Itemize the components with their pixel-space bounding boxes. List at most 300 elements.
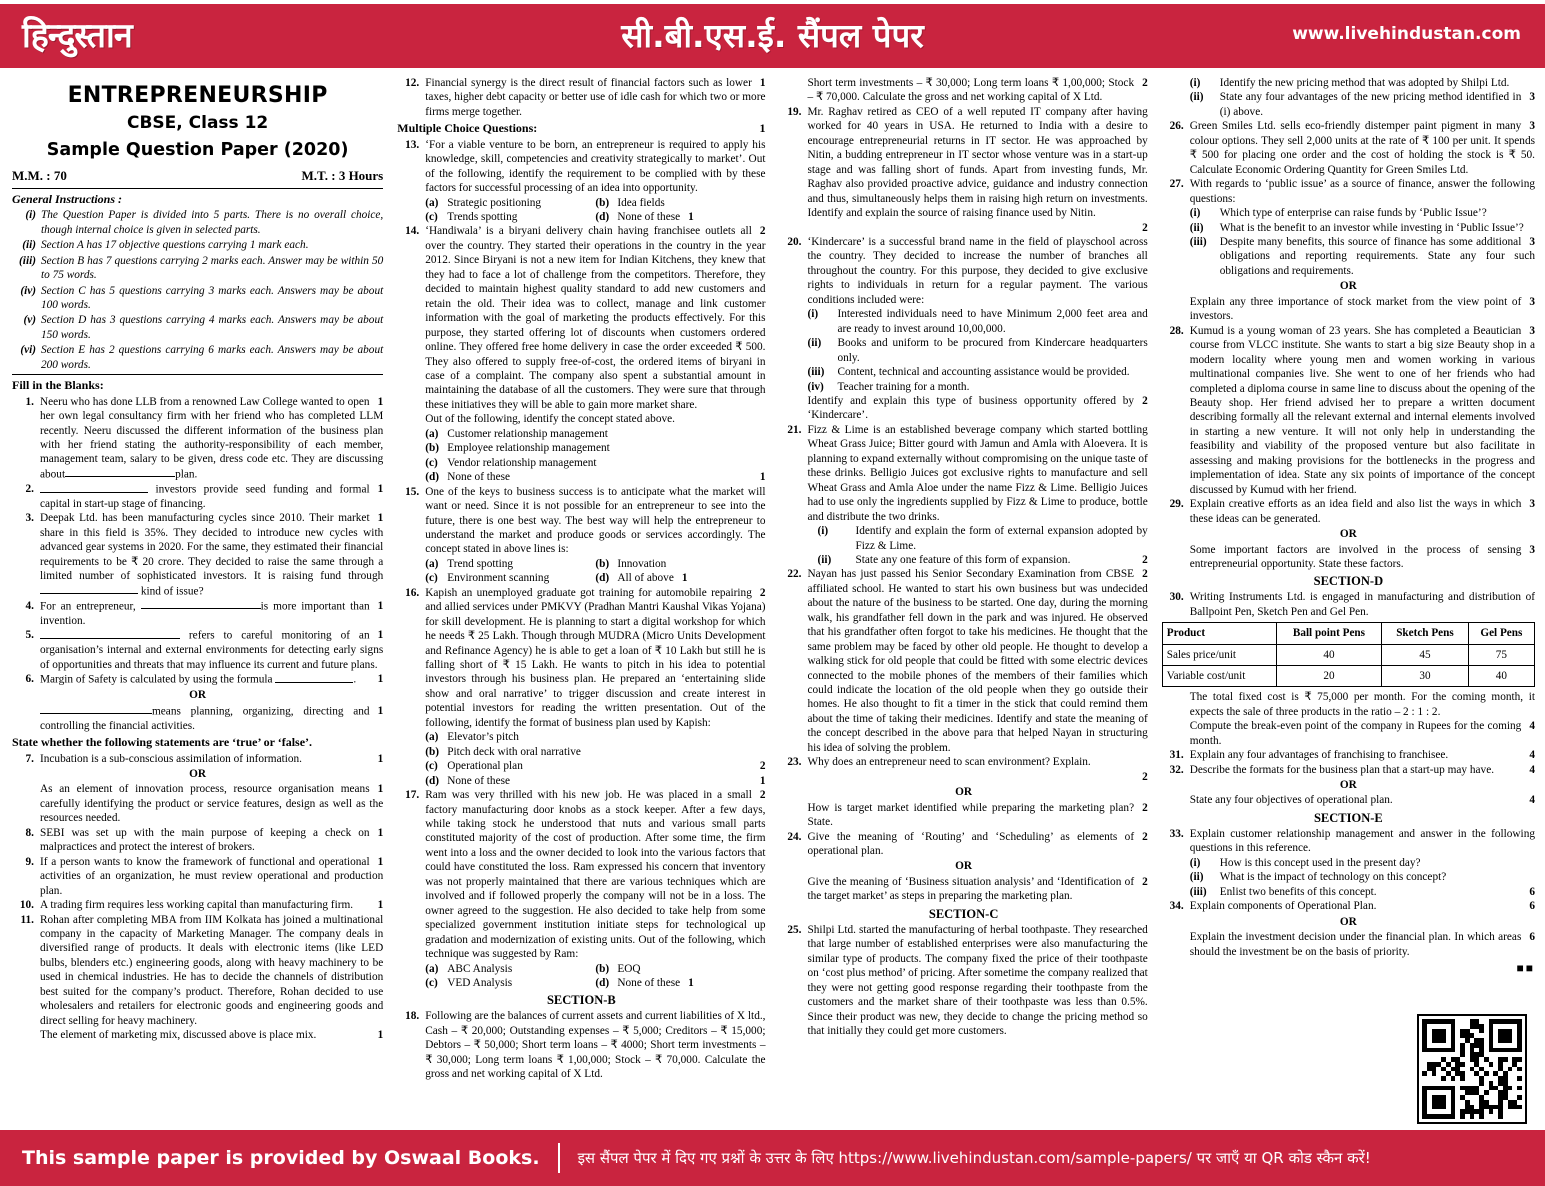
option[interactable]	[425, 456, 765, 470]
question-body	[1190, 177, 1535, 206]
answer-blank[interactable]	[275, 672, 353, 683]
question-32-or	[1162, 793, 1535, 807]
option-label: (c)	[425, 456, 438, 469]
sub-question	[808, 380, 1148, 394]
question-20-sublist	[780, 307, 1148, 394]
question-marks: 3	[1529, 543, 1535, 556]
question-7	[12, 752, 383, 766]
question-number	[780, 524, 808, 567]
table-cell-label: Variable cost/unit	[1162, 665, 1276, 686]
question-8	[12, 826, 383, 855]
question-marks: 6	[1529, 885, 1535, 898]
question-body	[1190, 543, 1535, 572]
option-label: (a)	[425, 427, 439, 440]
question-body	[1190, 930, 1535, 959]
sub-question-text: Identify the new pricing method that was adopted by Shilpi Ltd.	[1219, 77, 1510, 89]
table-header-sketch: Sketch Pens	[1382, 623, 1468, 644]
question-marks: 1	[377, 599, 384, 612]
question-number: 18.	[405, 1010, 420, 1023]
question-text: Explain the investment decision under the financial plan. In which areas should the investment be on the basis of priority.	[1189, 931, 1522, 958]
question-27-sublist	[1162, 206, 1535, 278]
footer-note: इस सैंपल पेपर में दिए गए प्रश्नों के उत्तर के लिए https://www.livehindustan.com/sample-papers/ पर जाएँ या QR कोड स्कैन करें!	[577, 1149, 1371, 1167]
question-23	[780, 755, 1148, 769]
question-text: The element of marketing mix, discussed above is place mix.	[40, 1029, 317, 1042]
table-header-ballpoint: Ball point Pens	[1276, 623, 1382, 644]
sub-question-label: (i)	[807, 308, 819, 321]
question-text: If a person wants to know the framework of functional and operational activities of an organization, he must review operational and production plan.	[40, 855, 384, 897]
sub-question-label: (i)	[1189, 77, 1201, 89]
question-marks: 1	[759, 471, 766, 484]
instruction-number: (ii)	[22, 239, 36, 252]
table-header-product: Product	[1162, 623, 1276, 644]
question-marks: 2	[1142, 770, 1148, 783]
true-false-heading: State whether the following statements are ‘true’ or ‘false’.	[12, 735, 313, 750]
instruction-text: Section A has 17 objective questions carrying 1 mark each.	[41, 239, 309, 252]
instruction-text: Section D has 3 questions carrying 4 marks each. Answers may be about 150 words.	[41, 314, 384, 341]
sub-question-group	[808, 307, 1148, 394]
question-number: 17.	[405, 789, 420, 802]
option-text: Trends spotting	[447, 210, 518, 223]
sub-question-label: (ii)	[807, 337, 822, 350]
question-body	[1190, 590, 1535, 619]
question-number: 33.	[1169, 827, 1184, 840]
marks-time-row	[12, 168, 383, 185]
question-marks: 1	[377, 512, 384, 525]
mcq-heading-text: Multiple Choice Questions:	[397, 121, 538, 136]
question-text: Fizz & Lime is an established beverage company which started bottling Wheat Grass Juice; Bitter gourd with Jamun and Amla with Aloevera. It is planning to expand externally without compromising on the unique taste of these drinks. Belligio Juices got exclusive rights to manufacture and sell Wheat Grass and Amla Aloe under the name Fizz & Lime. Belligio Juices had to use only the ingredients supplied by Fizz & Lime to produce, bottle and distribute the two drinks.	[807, 423, 1148, 523]
sub-question-text: Identify and explain the form of external expansion adopted by Fizz & Lime.	[855, 525, 1148, 552]
question-20	[780, 235, 1148, 307]
option[interactable]	[595, 571, 765, 585]
question-30	[1162, 590, 1535, 619]
question-body	[40, 482, 383, 512]
question-marks: 4	[1529, 794, 1535, 807]
option[interactable]	[595, 557, 765, 571]
option[interactable]	[595, 196, 765, 210]
option-group	[425, 196, 765, 225]
question-body	[808, 394, 1148, 423]
question-marks: 3	[1529, 91, 1535, 104]
question-marks: 1	[681, 572, 688, 585]
question-number: 28.	[1169, 324, 1184, 337]
website-url[interactable]: www.livehindustan.com	[1292, 24, 1521, 44]
question-number: 2.	[25, 482, 34, 495]
instruction-number: (i)	[25, 209, 36, 222]
question-text: Give the meaning of ‘Business situation analysis’ and ‘Identification of the target market’ as steps in preparing the marketing plan.	[807, 875, 1135, 903]
question-text: Green Smiles Ltd. sells eco-friendly distemper paint pigment in many colour options. They sell 2,000 units at the rate of ₹ 100 per unit. It spends ₹ 500 for placing one order and the cost of holding the stock is ₹ 50. Calculate Economic Ordering Quantity for Green Smiles Ltd.	[1189, 120, 1535, 176]
question-text: Margin of Safety is calculated by using the formula	[40, 673, 273, 686]
question-27	[1162, 177, 1535, 206]
option-label: (b)	[425, 442, 440, 455]
question-25	[780, 923, 1148, 1039]
question-text: Compute the break-even point of the company in Rupees for the coming month.	[1189, 720, 1522, 747]
question-marks: 4	[1529, 763, 1535, 776]
option-row	[425, 571, 765, 585]
sub-question-group	[1190, 206, 1535, 278]
question-number	[397, 412, 425, 426]
question-text-tail: plan.	[175, 468, 198, 481]
sub-question-label: (iii)	[807, 366, 825, 379]
question-33	[1162, 827, 1535, 856]
option-label: (d)	[595, 977, 610, 989]
question-body	[425, 138, 765, 196]
question-30b	[1162, 690, 1535, 719]
option[interactable]	[425, 730, 765, 744]
table-header-row	[1162, 623, 1534, 644]
sub-question-label: (i)	[1189, 207, 1201, 220]
option[interactable]	[425, 759, 765, 773]
question-21	[780, 423, 1148, 524]
question-body	[40, 855, 383, 898]
option-group	[425, 427, 765, 485]
question-marks: 1	[377, 704, 384, 717]
option[interactable]	[425, 441, 765, 455]
question-marks: 2	[759, 225, 766, 238]
footer-divider	[558, 1143, 560, 1173]
option[interactable]	[425, 557, 595, 571]
option-label: (d)	[425, 471, 440, 484]
question-text: Kumud is a young woman of 23 years. She has completed a Beautician course from VLCC institute. She wants to start a big size Beauty shop in a modern locality where young men and women working in various multinational companies live. She went to one of her friends who had completed a diploma course in same line to discuss about the opening of the Beauty shop. Her friend advised her to prepare a written document describing formally all the relevant external and internal elements involved in starting a new venture. It will not only help in understanding the feasibility and viability of the proposed venture but also facilitate in assessing and making provisions for the bottlenecks in the progress and implementation of idea. State any six points of importance of the concept discussed by Kumud with her friend.	[1189, 324, 1535, 496]
mcq-heading	[397, 121, 765, 136]
option-label: (c)	[425, 210, 438, 223]
question-text: investors provide seed funding and formal capital in start-up stage of financing.	[40, 483, 370, 510]
question-body	[808, 76, 1148, 105]
answer-blank[interactable]	[40, 482, 148, 493]
question-body	[808, 105, 1148, 221]
question-body	[1190, 295, 1535, 324]
question-number: 19.	[787, 105, 802, 118]
question-text: Nayan has just passed his Senior Secondary Examination from CBSE affiliated school. He wanted to start his own business but was undecided about the nature of the business to be started. One day, during the morning walk, his grandfather fell down in the park and was injured. He observed that his grandfather often forgot to take his medicines. He thought that the same problem may be faced by other old people. He thought to develop a walking stick for old people that could be fitted with some electric devices connected to the mobile phones of the members of their families which could indicate the location of the old people when they go outside their homes. He also thought to fit a timer in the stick that could remind them about the time of taking their medicines. Identify and state the meaning of the concept described in the above para that helped Nayan in structuring his idea of solving the problem.	[807, 568, 1148, 754]
question-body	[425, 1009, 765, 1081]
question-marks: 1	[688, 210, 694, 223]
question-text: Explain any four advantages of franchising to franchisee.	[1189, 749, 1449, 762]
option-row	[425, 962, 765, 976]
option[interactable]	[425, 976, 595, 990]
question-17-options	[397, 962, 765, 991]
page-sheet	[0, 70, 1545, 1128]
question-text-tail: is more important than invention.	[40, 600, 370, 627]
answer-blank[interactable]	[141, 599, 261, 610]
question-11	[12, 913, 383, 1029]
sub-question-label: (ii)	[1189, 871, 1204, 884]
option-text: None of these	[447, 471, 510, 484]
option[interactable]	[425, 470, 765, 484]
question-7-or	[12, 782, 383, 825]
instruction-item	[12, 254, 383, 283]
question-marks: 2	[1142, 801, 1148, 814]
question-number: 5.	[25, 629, 34, 642]
question-marks: 6	[1529, 931, 1535, 944]
instruction-item	[12, 284, 383, 313]
question-number: 26.	[1169, 120, 1184, 133]
table-cell-value: 30	[1382, 665, 1468, 686]
question-text: Out of the following, identify the concept stated above.	[425, 413, 675, 426]
question-marks: 2	[759, 586, 766, 599]
sub-question-label: (iii)	[1189, 885, 1207, 898]
answer-blank[interactable]	[40, 704, 152, 715]
option[interactable]	[425, 745, 765, 759]
question-23-or	[780, 801, 1148, 830]
question-number	[1162, 930, 1190, 959]
question-20b	[780, 394, 1148, 423]
sub-question	[1190, 206, 1535, 220]
question-body	[40, 704, 383, 734]
question-marks: 1	[377, 826, 384, 839]
question-18-continued	[780, 76, 1148, 105]
question-marks: 6	[1529, 900, 1535, 913]
option[interactable]	[595, 962, 765, 976]
option-text: VED Analysis	[447, 977, 513, 989]
option-label: (c)	[425, 572, 438, 585]
question-body	[808, 567, 1148, 755]
question-text: Ram was very thrilled with his new job. He was placed in a small factory manufacturing door knobs as a stock keeper. After a few days, while taking stock he understood that nuts and various small parts constituted majority of the cost of production. After some time, the firm went into a loss and the owner decided to look into the various factors that could have constituted the loss. Ram expressed his concern that inventory was not properly maintained that there are various techniques which are involved and if followed properly the company will not be in a loss. The owner agreed to the suggestion. He also decided to take help from some specialized government institution initiate steps for technological up gradation and modernization of existing units. Out of the following, which technique was suggested by Ram:	[425, 789, 766, 961]
question-18	[397, 1009, 765, 1081]
question-number	[1162, 856, 1190, 899]
question-marks: 1	[377, 673, 384, 686]
question-6-or	[12, 704, 383, 734]
option-text: EOQ	[617, 962, 641, 975]
table-row	[1162, 644, 1534, 665]
question-marks: 3	[1529, 235, 1535, 248]
option[interactable]	[425, 962, 595, 976]
instruction-text: Section E has 2 questions carrying 6 marks each. Answers may be about 200 words.	[41, 344, 384, 371]
sub-question-text: What is the impact of technology on this concept?	[1219, 871, 1447, 884]
question-33-sublist	[1162, 856, 1535, 899]
question-number: 4.	[25, 599, 34, 612]
question-24	[780, 830, 1148, 859]
question-number	[1162, 543, 1190, 572]
question-body	[425, 788, 765, 961]
column-1	[8, 76, 390, 1128]
question-marks: 2	[1142, 221, 1148, 234]
sub-question-body: State any one feature of this form of expansion.	[855, 553, 1071, 566]
option-label: (d)	[595, 210, 610, 223]
option-text: Environment scanning	[447, 572, 550, 585]
option-label: (a)	[425, 557, 439, 570]
sub-question	[1190, 235, 1535, 278]
question-marks: 3	[1529, 498, 1535, 511]
answer-blank[interactable]	[65, 467, 175, 478]
question-number: 22.	[787, 568, 802, 581]
option[interactable]	[595, 976, 765, 990]
option-text: Operational plan	[447, 760, 523, 773]
question-27-or	[1162, 295, 1535, 324]
sub-question-text: Teacher training for a month.	[837, 380, 970, 393]
question-marks: 1	[688, 977, 694, 989]
question-body	[40, 898, 383, 912]
qr-code[interactable]	[1417, 1014, 1527, 1124]
option-text: Pitch deck with oral narrative	[447, 745, 581, 758]
question-number	[397, 196, 425, 225]
sub-question-group	[808, 524, 1148, 567]
instruction-text: Section B has 7 questions carrying 2 marks each. Answer may be within 50 to 75 words.	[41, 254, 384, 282]
page-title: ENTREPRENEURSHIP	[67, 83, 328, 108]
question-28	[1162, 324, 1535, 497]
fill-blanks-heading: Fill in the Blanks:	[12, 378, 104, 393]
question-text: How is target market identified while preparing the marketing plan? State.	[807, 801, 1135, 829]
question-text: ‘For a viable venture to be born, an entrepreneur is required to apply his knowledge, skill, competencies and creativity strategically to market’. Out of the following, identify the requirement to be complied with by these factors for successful processing of an idea into opportunity.	[425, 138, 766, 195]
option-label: (d)	[595, 572, 610, 585]
sub-question-text: Books and uniform to be procured from Kindercare headquarters only.	[837, 337, 1148, 364]
question-number	[397, 962, 425, 991]
max-time: M.T. : 3 Hours	[301, 168, 384, 184]
or-divider: OR	[189, 689, 207, 702]
option-label: (a)	[425, 962, 439, 975]
question-marks: 2	[1142, 830, 1148, 843]
question-number	[780, 801, 808, 830]
question-text: Shilpi Ltd. started the manufacturing of herbal toothpaste. They researched that large number of established enterprises were also manufacturing the similar type of products. The company fixed the price of their toothpaste on ‘cost plus method’ of pricing. After sometime the company realized that they were not getting good response regarding their toothpaste from the customers and the market share of their toothpaste was less than 0.5%. Since their product was new, they decide to change the pricing method so that initially they could get more customers.	[807, 923, 1148, 1037]
instruction-number: (iii)	[19, 254, 36, 267]
or-divider: OR	[955, 786, 973, 799]
sub-question-label: (iii)	[1189, 235, 1207, 248]
question-body	[1190, 719, 1535, 748]
option-text: ABC Analysis	[447, 962, 513, 975]
question-34	[1162, 899, 1535, 913]
question-9	[12, 855, 383, 898]
sub-question-text	[1220, 235, 1535, 278]
question-body	[40, 511, 383, 598]
question-11b	[12, 1028, 383, 1042]
table-header-gel: Gel Pens	[1468, 623, 1534, 644]
option-label: (b)	[595, 962, 610, 975]
question-17	[397, 788, 765, 961]
option[interactable]	[425, 774, 765, 788]
question-number: 34.	[1169, 900, 1184, 913]
question-22	[780, 567, 1148, 755]
question-number: 32.	[1169, 763, 1184, 776]
answer-blank[interactable]	[40, 628, 180, 639]
question-marks: 4	[1529, 749, 1535, 762]
sub-question-text: How is this concept used in the present day?	[1219, 856, 1421, 869]
option-label: (a)	[425, 196, 439, 209]
question-text: SEBI was set up with the main purpose of keeping a check on malpractices and protect the interest of brokers.	[40, 826, 370, 854]
question-number: 31.	[1169, 749, 1184, 762]
mcq-marks: 1	[759, 121, 766, 136]
option[interactable]	[425, 427, 765, 441]
question-text: Following are the balances of current assets and current liabilities of X ltd., Cash – ₹ 20,000; Outstanding expenses – ₹ 5,000; Creditors – ₹ 15,000; Debtors – ₹ 50,000; Short term loans – ₹ 4000; Short term investments – ₹ 30,000; Long term loans ₹ 1,00,000; Stock – ₹ 70,000. Calculate the gross and net working capital of X Ltd.	[425, 1010, 766, 1081]
question-marks: 2	[1142, 568, 1148, 581]
option-label: (c)	[425, 760, 438, 773]
sub-question-text	[856, 553, 1148, 567]
paper-type: Sample Question Paper (2020)	[46, 139, 349, 160]
option-row	[425, 976, 765, 990]
footer-credit: This sample paper is provided by Oswaal Books.	[22, 1147, 540, 1169]
sub-question-group	[1190, 856, 1535, 899]
question-body	[425, 412, 765, 426]
instruction-text: Section C has 5 questions carrying 3 marks each. Answers may be about 100 words.	[41, 284, 384, 311]
answer-blank[interactable]	[40, 584, 138, 595]
question-number: 13.	[405, 138, 420, 151]
column-2	[390, 76, 772, 1128]
question-text: Some important factors are involved in the process of sensing entrepreneurial opportunity. State these factors.	[1189, 543, 1522, 570]
question-21-sublist	[780, 524, 1148, 567]
section-b-label: SECTION-B	[546, 993, 616, 1008]
question-number	[1162, 76, 1190, 119]
question-number	[780, 307, 808, 394]
question-body	[40, 395, 383, 482]
section-e-label: SECTION-E	[1313, 810, 1383, 825]
question-text: Explain any three importance of stock market from the view point of investors.	[1189, 295, 1522, 323]
option[interactable]	[595, 210, 765, 224]
question-text: Incubation is a sub-conscious assimilation of information.	[40, 752, 302, 765]
option[interactable]	[425, 571, 595, 585]
question-14b	[397, 412, 765, 426]
question-number: 30.	[1169, 591, 1184, 604]
question-number: 1.	[25, 395, 34, 408]
question-body	[425, 586, 765, 731]
question-marks: 1	[377, 899, 384, 912]
option-text: None of these	[617, 210, 681, 223]
question-body	[1190, 324, 1535, 497]
option-text: None of these	[447, 774, 510, 787]
question-text: Give the meaning of ‘Routing’ and ‘Scheduling’ as elements of operational plan.	[807, 830, 1135, 858]
question-number	[780, 221, 808, 235]
question-29-or	[1162, 543, 1535, 572]
question-34-or	[1162, 930, 1535, 959]
question-body	[40, 826, 383, 855]
option-label: (b)	[425, 745, 440, 758]
question-marks: 4	[1529, 720, 1535, 733]
instruction-item	[12, 343, 383, 372]
question-13	[397, 138, 765, 196]
column-layout	[8, 76, 1537, 1128]
question-number	[1162, 295, 1190, 324]
question-text-tail: kind of issue?	[140, 585, 204, 598]
question-marks: 1	[377, 629, 384, 642]
question-number: 21.	[787, 423, 802, 436]
question-text: The total fixed cost is ₹ 75,000 per month. For the coming month, it expects the sale of three products in the ratio – 2 : 1 : 2.	[1189, 691, 1535, 718]
option-row	[425, 210, 765, 224]
question-number	[1162, 206, 1190, 278]
sub-question	[808, 553, 1148, 567]
question-text: A trading firm requires less working capital than manufacturing firm.	[40, 899, 354, 912]
question-number	[397, 730, 425, 788]
question-14	[397, 224, 765, 412]
column-4	[1155, 76, 1537, 1128]
question-15	[397, 485, 765, 557]
table-row	[1162, 665, 1534, 686]
sub-question-text: Which type of enterprise can raise funds by ‘Public Issue’?	[1219, 207, 1487, 220]
divider	[12, 188, 383, 189]
question-marks: 1	[377, 855, 384, 868]
sub-question-body: Enlist two benefits of this concept.	[1219, 885, 1377, 898]
question-25-sublist	[1162, 76, 1535, 119]
question-number	[780, 394, 808, 423]
question-marks: 1	[377, 395, 384, 408]
question-body	[808, 770, 1148, 784]
question-body	[40, 913, 383, 1029]
option[interactable]	[425, 210, 595, 224]
question-body	[40, 752, 383, 766]
table-cell-value: 45	[1382, 644, 1468, 665]
question-number: 27.	[1169, 178, 1184, 191]
option-text: Strategic positioning	[447, 196, 542, 209]
sub-question	[808, 524, 1148, 553]
question-19	[780, 105, 1148, 221]
instruction-text: The Question Paper is divided into 5 parts. There is no overall choice, though internal choice is given in selected parts.	[41, 209, 384, 236]
option[interactable]	[425, 196, 595, 210]
question-text: Writing Instruments Ltd. is engaged in manufacturing and distribution of Ballpoint Pen, Sketch Pen and Gel Pen.	[1189, 591, 1535, 618]
instruction-item	[12, 238, 383, 252]
sub-question-label: (iv)	[807, 380, 824, 393]
question-body	[1190, 748, 1535, 762]
question-19-marks-row	[780, 221, 1148, 235]
question-marks: 2	[759, 760, 766, 773]
question-body	[40, 1028, 383, 1042]
question-number: 10.	[19, 899, 34, 912]
question-body	[1190, 497, 1535, 526]
question-text: Neeru who has done LLB from a renowned Law College wanted to open her own legal consultancy firm with her friend who has completed LLM recently. Neeru discussed the different information of the business plan with her friend stating the authority-responsibility of each member, management team, salary to be given, dress code etc. They are discussing about	[40, 395, 384, 481]
